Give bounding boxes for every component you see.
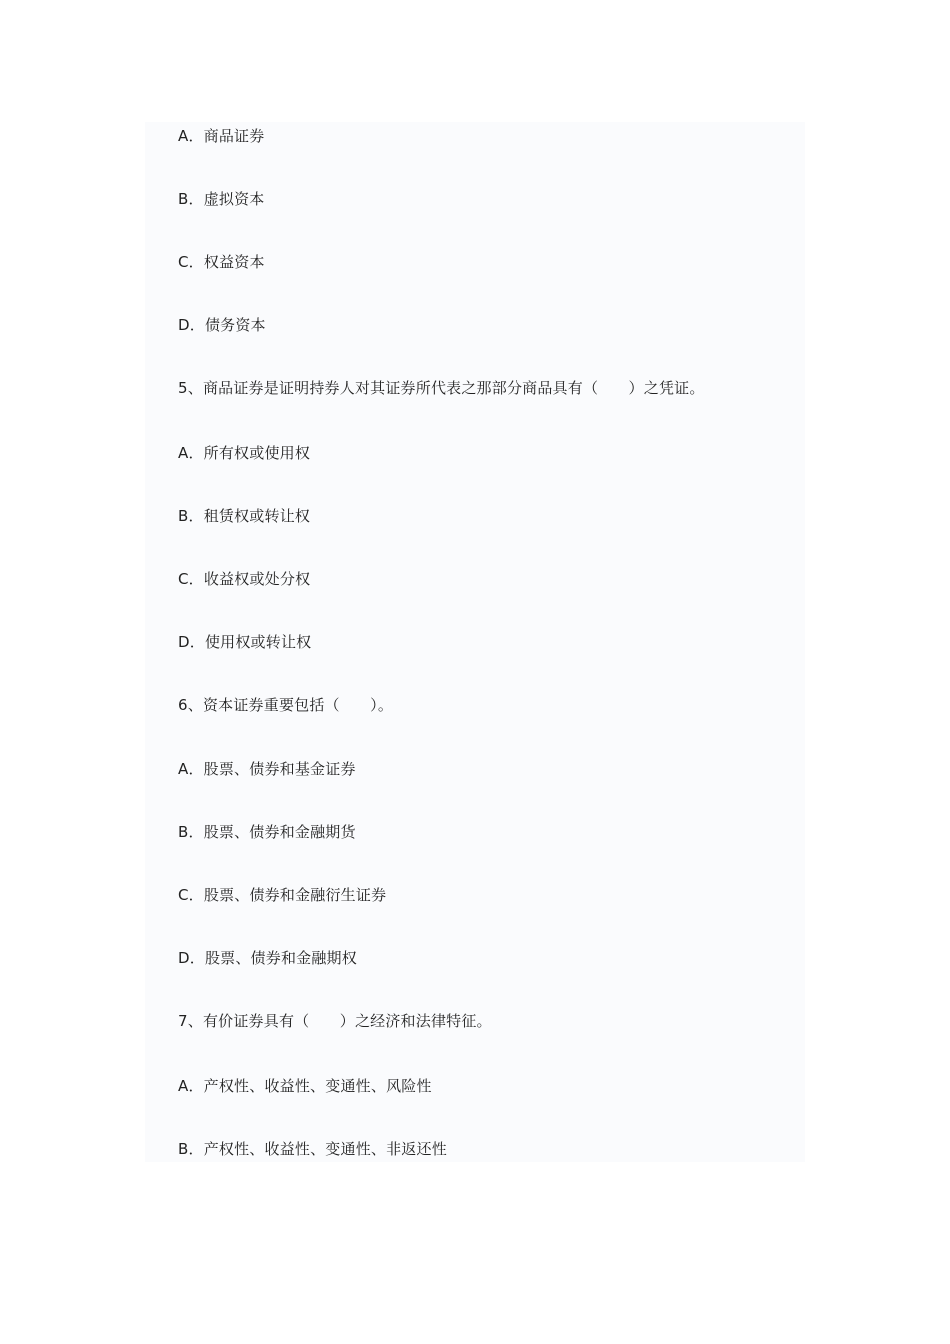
q6-option-c: C．股票、债券和金融衍生证券 <box>178 886 387 904</box>
q6-option-d: D．股票、债券和金融期权 <box>178 949 357 967</box>
q4-option-d: D．债务资本 <box>178 316 266 334</box>
q6-option-a: A．股票、债券和基金证券 <box>178 760 356 778</box>
q6-option-b: B．股票、债券和金融期货 <box>178 823 356 841</box>
question-5: 5、商品证券是证明持券人对其证券所代表之那部分商品具有（ ）之凭证。 <box>178 379 705 397</box>
q4-option-a: A．商品证券 <box>178 127 265 145</box>
q7-option-b: B．产权性、收益性、变通性、非返还性 <box>178 1140 447 1158</box>
q5-option-b: B．租赁权或转让权 <box>178 507 311 525</box>
q4-option-c: C．权益资本 <box>178 253 265 271</box>
question-7: 7、有价证券具有（ ）之经济和法律特征。 <box>178 1012 492 1030</box>
q7-option-a: A．产权性、收益性、变通性、风险性 <box>178 1077 432 1095</box>
q5-option-a: A．所有权或使用权 <box>178 444 311 462</box>
q5-option-d: D．使用权或转让权 <box>178 633 312 651</box>
question-6: 6、资本证券重要包括（ ）。 <box>178 696 394 714</box>
q4-option-b: B．虚拟资本 <box>178 190 265 208</box>
q5-option-c: C．收益权或处分权 <box>178 570 311 588</box>
